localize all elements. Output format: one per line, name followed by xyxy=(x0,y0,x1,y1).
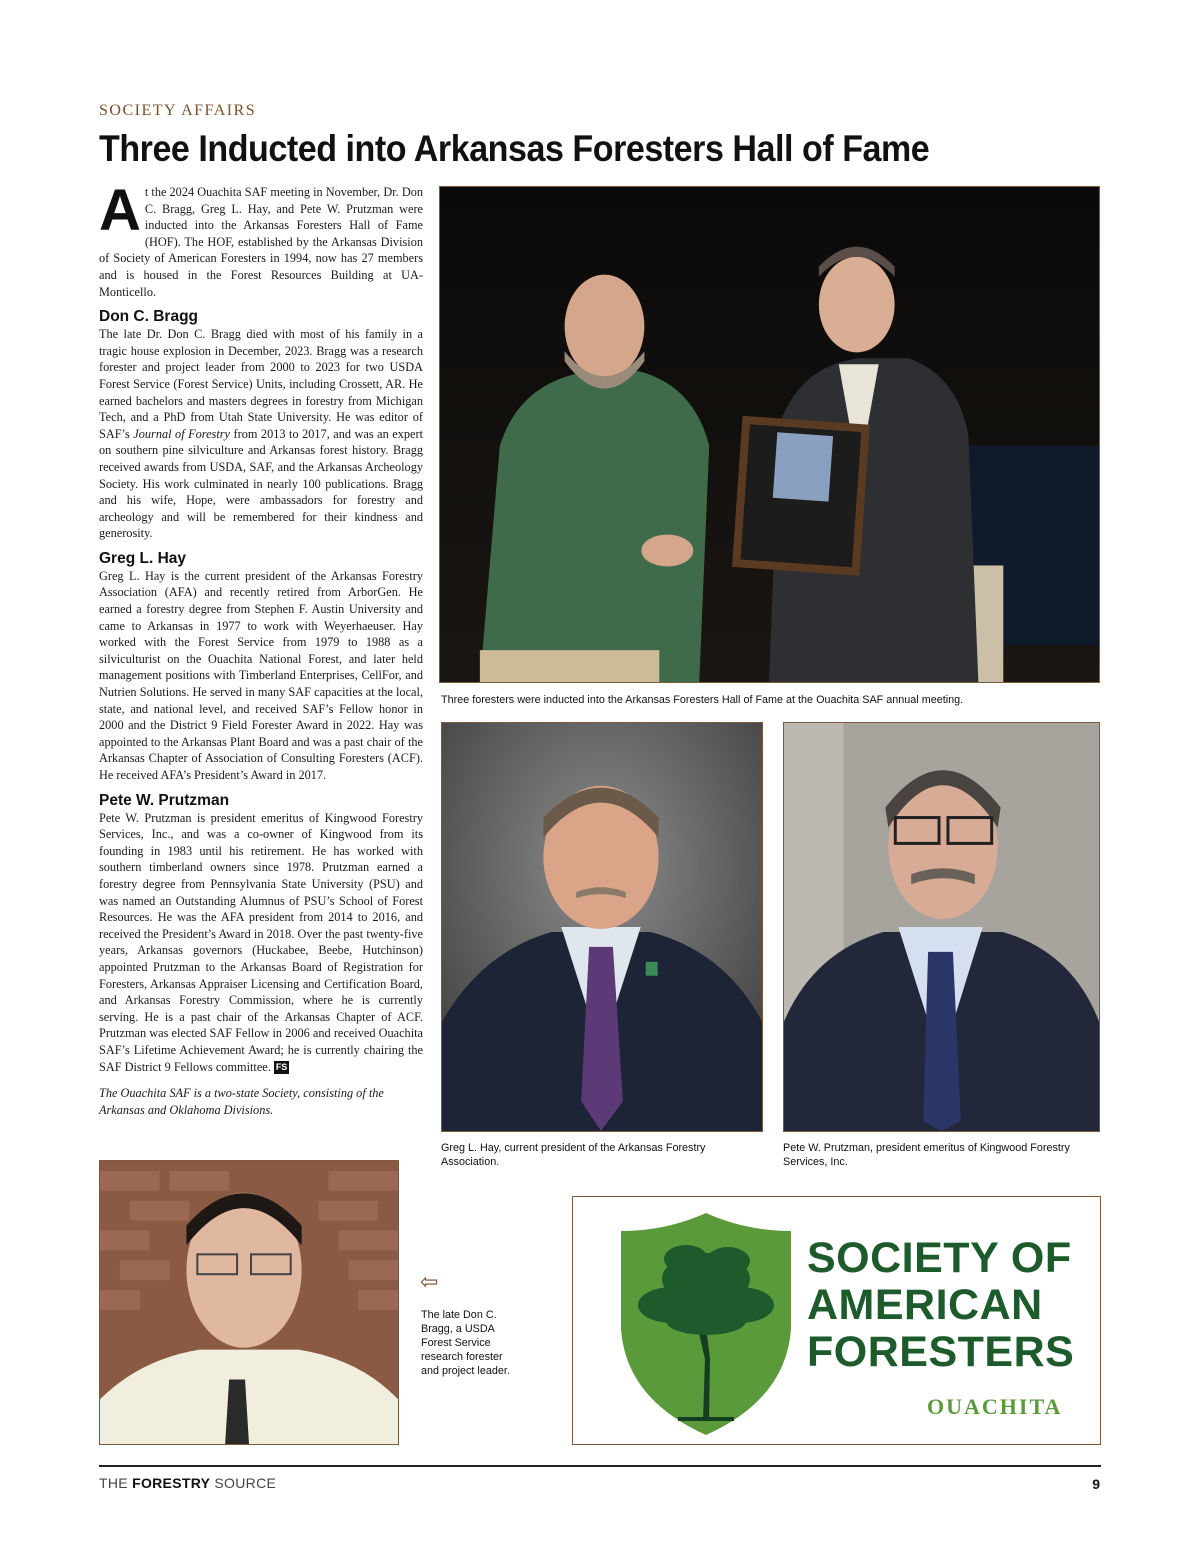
hay-heading: Greg L. Hay xyxy=(99,549,186,567)
hay-portrait xyxy=(441,722,763,1132)
bragg-heading: Don C. Bragg xyxy=(99,308,199,326)
bragg-portrait xyxy=(99,1160,399,1445)
caption-bragg: The late Don C. Bragg, a USDA Forest Service research forester and project leader. xyxy=(421,1309,510,1377)
headline: Three Inducted into Arkansas Foresters Hall of Fame xyxy=(99,128,930,169)
footer-publication: THE FORESTRY SOURCE xyxy=(99,1475,277,1491)
prutzman-heading: Pete W. Prutzman xyxy=(99,791,230,809)
prutzman-portrait-image xyxy=(784,723,1099,1131)
caption-hay: Greg L. Hay, current president of the Arkansas Forestry Association. xyxy=(441,1142,706,1168)
article-body xyxy=(99,178,424,1118)
prutzman-portrait xyxy=(783,722,1100,1132)
saf-tree-shield-icon xyxy=(606,1209,806,1439)
bragg-paragraph: The late Dr. Don C. Bragg died with most of his family in a tragic house explosion in December, 2023. Bragg was a research forester and project leader from 2000 to 2023 for two USDA Forest Service (Forest Service) Units, including Crossett, AR. He earned bachelors and masters degrees in forestry from Michigan Tech, and a PhD from Utah State University. He was editor of SAF’s Journal of Forestry from 2013 to 2017, and was an expert on southern pine silviculture and Arkansas forest history. Bragg received awards from USDA, SAF, and the Arkansas Archeology Society. His work culminated in nearly 100 publications. Bragg and his wife, Hope, were ambassadors for forestry and archeology and will be remembered for their kindness and generosity. xyxy=(99,327,424,541)
ceremony-photo-image xyxy=(440,187,1099,682)
intro-paragraph xyxy=(99,178,423,300)
bragg-portrait-image xyxy=(100,1161,398,1444)
hay-portrait-image xyxy=(442,723,762,1131)
footer-rule xyxy=(99,1465,1101,1467)
drop-cap: A xyxy=(99,178,141,243)
society-note: The Ouachita SAF is a two-state Society, consisting of the Arkansas and Oklahoma Divisions. xyxy=(99,1086,384,1117)
logo-title: SOCIETY OF AMERICAN FORESTERS xyxy=(807,1234,1075,1376)
intro-text: t the 2024 Ouachita SAF meeting in November, Dr. Don C. Bragg, Greg L. Hay, and Pete W. Prutzman were inducted into the Arkansas Foresters Hall of Fame (HOF). The HOF, established by the Arkansas Division of Society of American Foresters in 1994, now has 27 members and is housed in the Forest Resources Building at UA-Monticello. xyxy=(99,185,423,299)
prutzman-paragraph: Pete W. Prutzman is president emeritus of Kingwood Forestry Services, Inc., and was a co-owner of Kingwood from its founding in 1983 until his retirement. He has worked with southern timberland owners since 1978. Prutzman earned a forestry degree from Pennsylvania State University (PSU) and was named an Outstanding Alumnus of PSU’s School of Forest Resources. He was the AFA president from 2014 to 2016, and received the President’s Award in 2018. Over the past twenty-five years, Arkansas governors (Huckabee, Beebe, Hutchinson) appointed Prutzman to the Arkansas Board of Registration for Foresters, Arkansas Appraiser Licensing and Certification Board, and Arkansas Forestry Commission, where he is currently serving. He is a past chair of the Arkansas Chapter of ACF. Prutzman was elected SAF Fellow in 2006 and received Ouachita SAF’s Lifetime Achievement Award; he is currently chairing the SAF District 9 Fellows committee. FS xyxy=(99,810,423,1074)
saf-ouachita-logo xyxy=(572,1196,1101,1445)
left-arrow-icon: ⇦ xyxy=(420,1270,439,1295)
ceremony-photo xyxy=(439,186,1100,683)
page-number: 9 xyxy=(1092,1476,1100,1492)
hay-paragraph: Greg L. Hay is the current president of the Arkansas Forestry Association (AFA) and recently retired from ArborGen. He earned a forestry degree from Stephen F. Austin University and came to Arkansas in 1977 to work with Weyerhaeuser. Hay worked with the Forest Service from 1979 to 1988 as a silviculturist on the Ouachita National Forest, and later held management positions with Timberland Enterprises, CellFor, and Nutrien Solutions. He served in many SAF capacities at the local, state, and national level, and received SAF’s Fellow honor in 2000 and the District 9 Field Forester Award in 2022. Hay was appointed to the Arkansas Plant Board and was a past chair of the Arkansas Chapter of Association of Consulting Foresters (ACF). He received AFA’s President’s Award in 2017. xyxy=(99,568,423,782)
logo-subtitle: OUACHITA xyxy=(927,1394,1063,1419)
fs-end-badge: FS xyxy=(275,1061,288,1072)
section-label: SOCIETY AFFAIRS xyxy=(99,102,257,119)
caption-main: Three foresters were inducted into the Arkansas Foresters Hall of Fame at the Ouachita SAF annual meeting. xyxy=(441,694,964,706)
caption-prutzman: Pete W. Prutzman, president emeritus of Kingwood Forestry Services, Inc. xyxy=(783,1142,1070,1168)
journal-title: Journal of Forestry xyxy=(133,426,231,441)
